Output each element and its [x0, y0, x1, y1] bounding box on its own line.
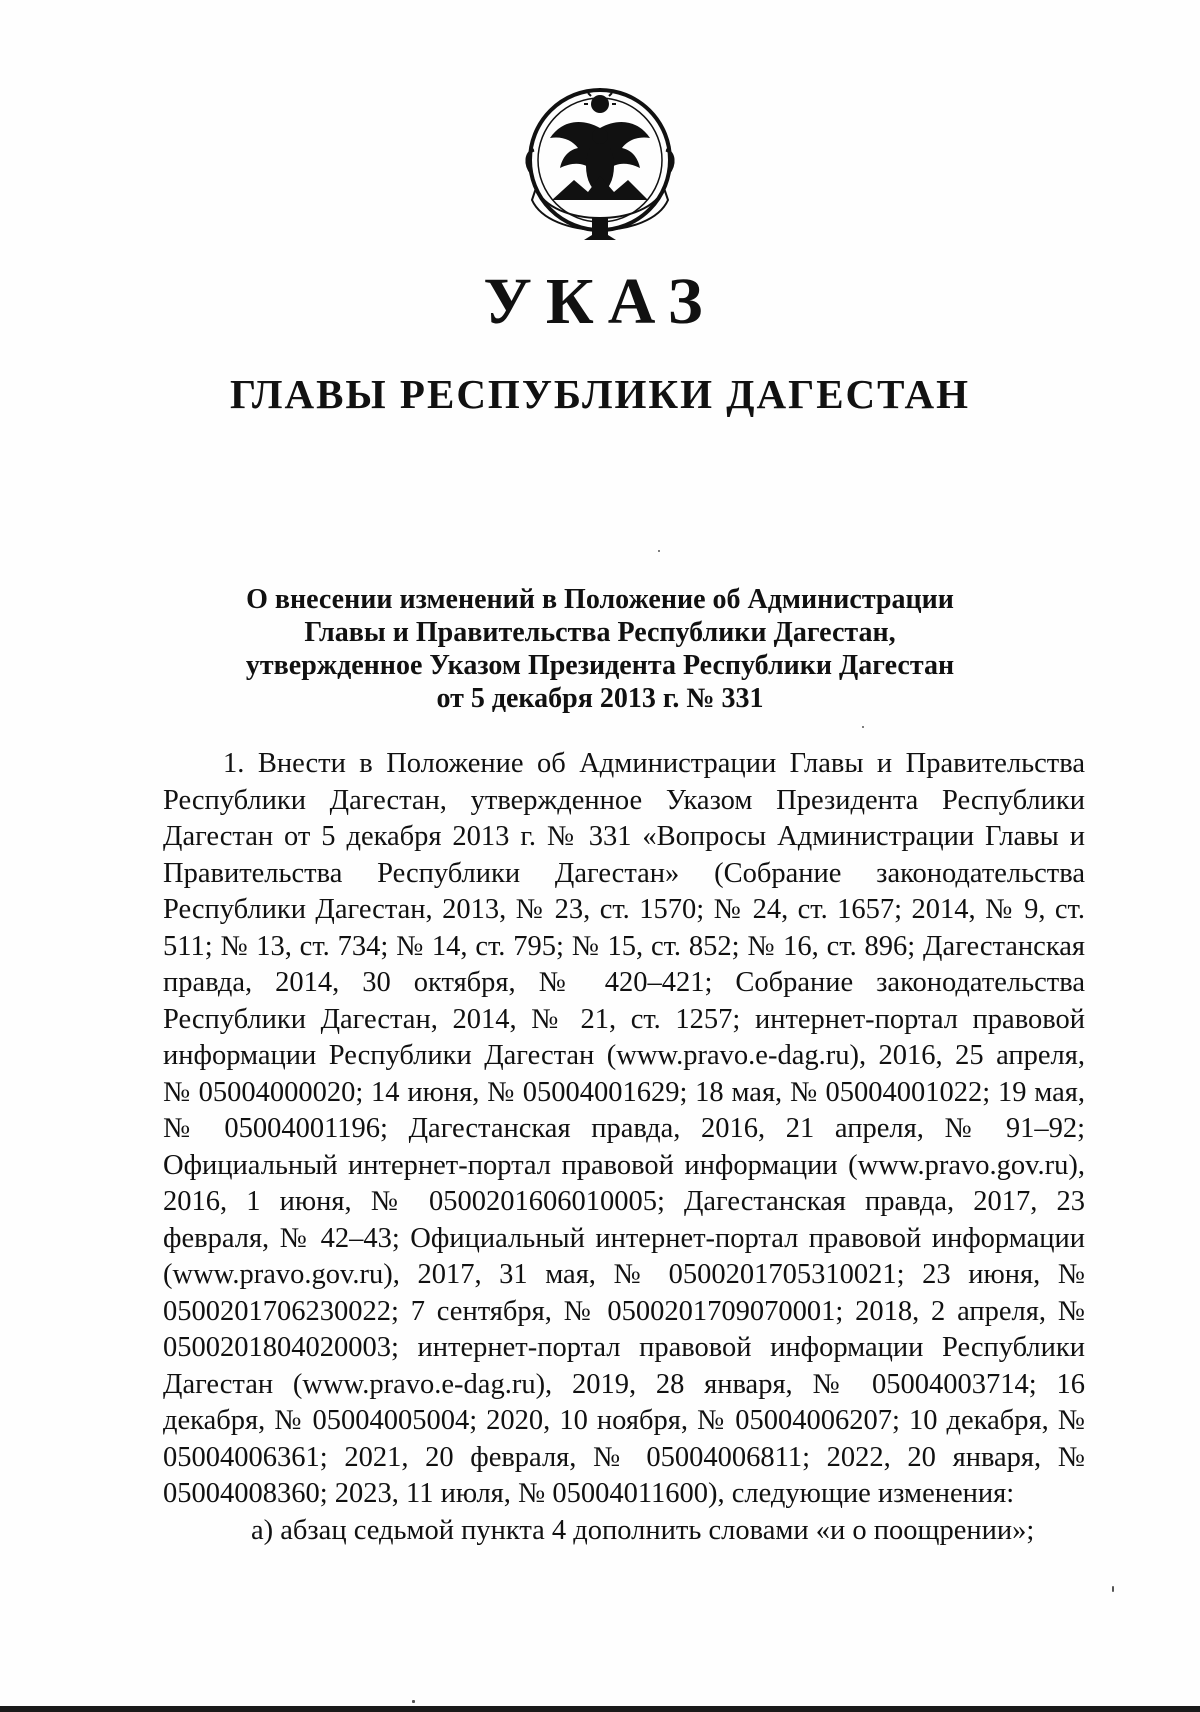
body-paragraph-1: 1. Внести в Положение об Администрации Главы и Правительства Республики Дагестан, утвержденное Указом Президента Республики Дагестан от 5 декабря 2013 г. № 331 «Вопросы Администрации Главы и Правительства Республики Дагестан» (Собрание законодательства Республики Дагестан, 2013, № 23, ст. 1570; № 24, ст. 1657; 2014, № 9, ст. 511; № 13, ст. 734; № 14, ст. 795; № 15, ст. 852; № 16, ст. 896; Дагестанская правда, 2014, 30 октября, № 420–421; Собрание законодательства Республики Дагестан, 2014, № 21, ст. 1257; интернет-портал правовой информации Республики Дагестан (www.pravo.e-dag.ru), 2016, 25 апреля, № 05004000020; 14 июня, № 05004001629; 18 мая, № 05004001022; 19 мая, № 05004001196; Дагестанская правда, 2016, 21 апреля, № 91–92; Официальный интернет-портал правовой информации (www.pravo.gov.ru), 2016, 1 июня, № 0500201606010005; Дагестанская правда, 2017, 23 февраля, № 42–43; Официальный интернет-портал правовой информации (www.pravo.gov.ru), 2017, 31 мая, № 0500201705310021; 23 июня, № 0500201706230022; 7 сентября, № 0500201709070001; 2018, 2 апреля, № 0500201804020003; интернет-портал правовой информации Республики Дагестан (www.pravo.e-dag.ru), 2019, 28 января, № 05004003714; 16 декабря, № 05004005004; 2020, 10 ноября, № 05004006207; 10 декабря, № 05004006361; 2021, 20 февраля, № 05004006811; 2022, 20 января, № 05004008360; 2023, 11 июля, № 05004011600), следующие изменения:: [163, 748, 1085, 1509]
scan-speck: [412, 1700, 415, 1703]
body-item-a: а) абзац седьмой пункта 4 дополнить словами «и о поощрении»;: [251, 1514, 1035, 1546]
decree-heading: [180, 583, 1020, 715]
heading-line: от 5 декабря 2013 г. № 331: [436, 683, 764, 714]
heading-line: О внесении изменений в Положение об Администрации: [246, 584, 954, 615]
scan-speck: [1112, 1586, 1114, 1592]
dagestan-coat-of-arms-icon: [522, 78, 678, 248]
decree-title: УКАЗ: [483, 265, 717, 338]
scan-speck: [658, 550, 660, 552]
decree-issuer: ГЛАВЫ РЕСПУБЛИКИ ДАГЕСТАН: [230, 371, 970, 417]
decree-body: [163, 746, 1085, 1549]
scan-bottom-edge: [0, 1706, 1200, 1712]
heading-line: Главы и Правительства Республики Дагестан,: [304, 617, 896, 648]
heading-line: утвержденное Указом Президента Республики Дагестан: [245, 650, 955, 681]
scan-speck: [862, 726, 864, 728]
